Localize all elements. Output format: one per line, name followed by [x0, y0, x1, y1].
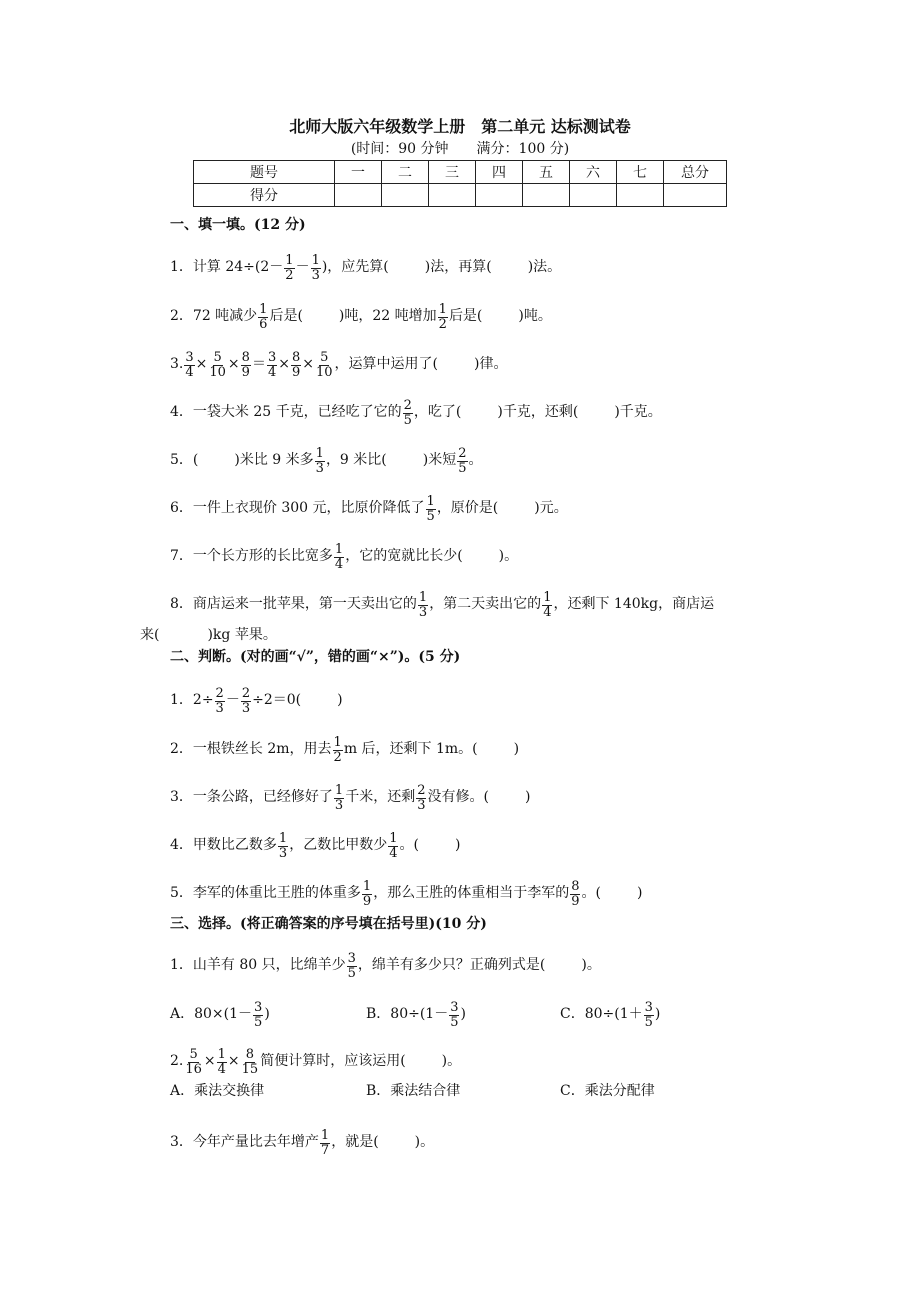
question-text: 1．计算 24÷(2－ [170, 259, 284, 276]
operator: × [203, 1053, 216, 1070]
denominator: 3 [334, 797, 344, 813]
fraction [315, 447, 325, 475]
fraction [241, 1048, 260, 1076]
fraction [570, 880, 580, 908]
question [170, 1129, 434, 1157]
numerator: 1 [543, 590, 552, 605]
question-text: ÷2＝0( [252, 692, 302, 709]
fraction [184, 1048, 203, 1076]
question-text: ，乙数比甲数少 [289, 837, 388, 854]
numerator: 1 [389, 831, 398, 846]
numerator: 3 [185, 350, 194, 365]
fraction [334, 543, 344, 571]
fraction [362, 880, 372, 908]
fraction [542, 591, 552, 619]
denominator: 2 [285, 267, 294, 283]
numerator: 1 [315, 446, 324, 461]
question-text: )kg 苹果。 [207, 627, 277, 643]
option-text: A．80×(1－ [170, 1006, 253, 1023]
question [170, 736, 519, 764]
numerator: 2 [458, 446, 467, 461]
score-input[interactable] [570, 184, 617, 207]
numerator: 1 [285, 253, 294, 268]
question-text: 。( [581, 885, 601, 902]
question-text: 。( [399, 837, 419, 854]
question-text: 8．商店运来一批苹果，第一天卖出它的 [170, 596, 417, 613]
question-text: 2. [170, 1053, 184, 1070]
question-text: )法。 [527, 259, 562, 276]
numerator: 1 [334, 542, 344, 557]
question [170, 687, 343, 715]
question [170, 591, 714, 619]
denominator: 4 [389, 845, 398, 861]
numerator: 3 [450, 1000, 459, 1015]
question-text: 6．一件上衣现价 300 元，比原价降低了 [170, 500, 425, 517]
denominator: 6 [259, 316, 268, 332]
question-text: )。 [441, 1053, 462, 1070]
question-text: )千克，还剩( [497, 404, 579, 421]
exam-info: (时间：90 分钟 满分：100 分) [350, 141, 570, 157]
numerator: 1 [362, 879, 372, 894]
operator: × [227, 356, 240, 373]
score-input[interactable] [523, 184, 570, 207]
score-input[interactable] [664, 184, 727, 207]
denominator: 5 [254, 1014, 263, 1030]
numerator: 3 [267, 350, 277, 365]
question-text: 简便计算时，应该运用( [260, 1053, 406, 1070]
denominator: 3 [311, 267, 320, 283]
question-text: ，第二天卖出它的 [429, 596, 542, 613]
question-text: ，就是( [331, 1134, 379, 1151]
denominator: 5 [458, 460, 467, 476]
question [170, 784, 530, 812]
operator: × [302, 356, 314, 373]
question-text: )。 [498, 548, 519, 565]
score-input[interactable] [429, 184, 476, 207]
option-a[interactable] [170, 1001, 270, 1029]
numerator: 1 [426, 494, 435, 509]
question-text: 没有修。( [427, 789, 489, 806]
question-text: m 后，还剩下 1m。( [343, 741, 478, 758]
fraction [258, 303, 268, 331]
operator: ＝ [251, 356, 266, 373]
denominator: 4 [334, 556, 344, 572]
option-text: B．80÷(1－ [366, 1006, 449, 1023]
question-text: 。 [468, 452, 483, 469]
question-text: )吨。 [518, 308, 552, 325]
denominator: 5 [644, 1014, 653, 1030]
option-a[interactable]: A．乘法交换律 [170, 1083, 265, 1099]
fraction [241, 351, 251, 379]
fraction [215, 687, 225, 715]
question-text: )法，再算( [424, 259, 492, 276]
numerator: 1 [278, 831, 288, 846]
question [170, 543, 518, 571]
question-text: ) [524, 789, 531, 806]
numerator: 3 [254, 1000, 263, 1015]
section-heading: 三、选择。(将正确答案的序号填在括号里)(10 分) [170, 916, 487, 932]
denominator: 10 [209, 364, 226, 380]
denominator: 3 [418, 604, 428, 620]
denominator: 9 [571, 893, 580, 909]
question-text: )元。 [534, 500, 568, 517]
question [170, 880, 642, 908]
numerator: 2 [417, 783, 426, 798]
denominator: 9 [362, 893, 372, 909]
fraction [241, 687, 251, 715]
question [170, 495, 568, 523]
question [170, 399, 662, 427]
question [170, 952, 601, 980]
fraction [644, 1001, 654, 1029]
denominator: 2 [333, 749, 342, 765]
section-heading: 一、填一填。(12 分) [170, 217, 306, 233]
question [170, 832, 460, 860]
fraction [426, 495, 436, 523]
question-text: ，还剩下 140kg，商店运 [553, 596, 715, 613]
table-cell: 四 [476, 161, 523, 184]
denominator: 3 [417, 797, 426, 813]
score-input[interactable] [476, 184, 523, 207]
denominator: 3 [315, 460, 324, 476]
table-cell: 二 [382, 161, 429, 184]
fraction [320, 1129, 330, 1157]
numerator: 1 [320, 1128, 330, 1143]
fraction [388, 832, 398, 860]
denominator: 5 [347, 965, 356, 981]
denominator: 5 [403, 412, 412, 428]
numerator: 2 [403, 398, 412, 413]
table-row [194, 161, 727, 184]
question-text: ，绵羊有多少只？正确列式是( [357, 957, 546, 974]
question-text: 5．李军的体重比王胜的体重多 [170, 885, 361, 902]
question-text: ) [513, 741, 520, 758]
denominator: 2 [438, 316, 447, 332]
question [170, 254, 561, 282]
question-text: )律。 [473, 356, 508, 373]
numerator: 5 [189, 1047, 198, 1062]
question-text: )。 [581, 957, 601, 974]
page-title: 北师大版六年级数学上册 第二单元 达标测试卷 [289, 117, 631, 136]
question-text: 来( [140, 627, 160, 643]
numerator: 5 [320, 350, 329, 365]
fraction [217, 1048, 227, 1076]
option-b[interactable]: B．乘法结合律 [366, 1083, 461, 1099]
question-text: 2．一根铁丝长 2m，用去 [170, 741, 332, 758]
denominator: 7 [320, 1142, 330, 1158]
question-text: 后是( [448, 308, 483, 325]
question-text: 4．一袋大米 25 千克，已经吃了它的 [170, 404, 402, 421]
table-cell: 三 [429, 161, 476, 184]
numerator: 1 [334, 783, 344, 798]
option-text: ) [264, 1006, 270, 1023]
denominator: 3 [278, 845, 288, 861]
question [170, 351, 507, 379]
table-cell: 七 [617, 161, 664, 184]
denominator: 5 [450, 1014, 459, 1030]
numerator: 8 [571, 879, 580, 894]
numerator: 8 [291, 350, 301, 365]
question-text: 千米，还剩 [345, 789, 416, 806]
question-text: ，它的宽就比长少( [345, 548, 463, 565]
fraction [347, 952, 357, 980]
numerator: 1 [418, 590, 428, 605]
question-text: 1．山羊有 80 只，比绵羊少 [170, 957, 346, 974]
denominator: 4 [217, 1061, 226, 1077]
option-text: ) [654, 1006, 661, 1023]
question-text: ，原价是( [436, 500, 499, 517]
operator: × [278, 356, 290, 373]
denominator: 4 [267, 364, 277, 380]
fraction [418, 591, 428, 619]
fraction [416, 784, 426, 812]
table-cell: 六 [570, 161, 617, 184]
question-text: 3．一条公路，已经修好了 [170, 789, 333, 806]
table-cell: 一 [335, 161, 382, 184]
question [170, 447, 483, 475]
table-cell: 总分 [664, 161, 727, 184]
denominator: 15 [241, 1061, 259, 1077]
option-c[interactable] [560, 1001, 660, 1029]
section-heading: 二、判断。(对的画“√”，错的画“×”)。(5 分) [170, 649, 461, 665]
fraction [333, 736, 343, 764]
question-text: )，应先算( [321, 259, 389, 276]
numerator: 2 [215, 686, 224, 701]
numerator: 5 [213, 350, 222, 365]
fraction [184, 351, 194, 379]
question-text: )吨，22 吨增加 [338, 308, 437, 325]
question-text: ) [337, 692, 343, 709]
numerator: 1 [217, 1047, 226, 1062]
score-table [193, 160, 727, 207]
question [170, 303, 552, 331]
table-cell: 得分 [194, 184, 335, 207]
fraction [291, 351, 301, 379]
question-text: ) [636, 885, 643, 902]
operator: － [225, 692, 240, 709]
fraction [334, 784, 344, 812]
question-text: ，运算中运用了( [334, 356, 438, 373]
question-text: 7．一个长方形的长比宽多 [170, 548, 333, 565]
fraction [267, 351, 277, 379]
minus-sign: － [295, 259, 310, 276]
fraction [449, 1001, 459, 1029]
numerator: 3 [644, 1000, 653, 1015]
denominator: 9 [291, 364, 301, 380]
score-input[interactable] [617, 184, 664, 207]
score-input[interactable] [382, 184, 429, 207]
denominator: 5 [426, 508, 435, 524]
option-c[interactable]: C．乘法分配律 [560, 1083, 655, 1099]
fraction [457, 447, 467, 475]
question-text: ，那么王胜的体重相当于李军的 [373, 885, 570, 902]
fraction [403, 399, 413, 427]
denominator: 16 [185, 1061, 202, 1077]
fraction [438, 303, 448, 331]
numerator: 1 [259, 302, 268, 317]
question-text: 4．甲数比乙数多 [170, 837, 277, 854]
question-text: ) [454, 837, 461, 854]
question-text: )千克。 [614, 404, 662, 421]
question-text: 3．今年产量比去年增产 [170, 1134, 319, 1151]
numerator: 1 [333, 735, 342, 750]
question-text: )米短 [422, 452, 457, 469]
numerator: 3 [347, 951, 356, 966]
question [170, 1048, 461, 1076]
option-text: C．80÷(1＋ [560, 1006, 643, 1023]
option-text: ) [460, 1006, 466, 1023]
table-row [194, 184, 727, 207]
fraction [208, 351, 227, 379]
fraction [278, 832, 288, 860]
question-text: 1．2÷ [170, 692, 214, 709]
operator: × [195, 356, 208, 373]
question-text: 2．72 吨减少 [170, 308, 258, 325]
numerator: 8 [245, 1047, 255, 1062]
question-text: 5．( [170, 452, 199, 469]
numerator: 8 [241, 350, 250, 365]
option-b[interactable] [366, 1001, 466, 1029]
numerator: 1 [438, 302, 447, 317]
question-text: )。 [414, 1134, 435, 1151]
denominator: 4 [185, 364, 194, 380]
numerator: 2 [241, 686, 251, 701]
question-text: ，吃了( [413, 404, 462, 421]
numerator: 1 [311, 253, 320, 268]
denominator: 3 [215, 700, 224, 716]
denominator: 3 [241, 700, 251, 716]
fraction [311, 254, 321, 282]
fraction [284, 254, 294, 282]
table-cell: 题号 [194, 161, 335, 184]
operator: × [227, 1053, 240, 1070]
fraction [253, 1001, 263, 1029]
question-continuation [140, 624, 277, 644]
question-text: 后是( [269, 308, 303, 325]
denominator: 4 [543, 604, 552, 620]
table-cell: 五 [523, 161, 570, 184]
question-text: 3. [170, 356, 184, 373]
denominator: 10 [315, 364, 333, 380]
fraction [315, 351, 334, 379]
denominator: 9 [241, 364, 250, 380]
score-input[interactable] [335, 184, 382, 207]
question-text: )米比 9 米多 [234, 452, 314, 469]
question-text: ，9 米比( [325, 452, 387, 469]
